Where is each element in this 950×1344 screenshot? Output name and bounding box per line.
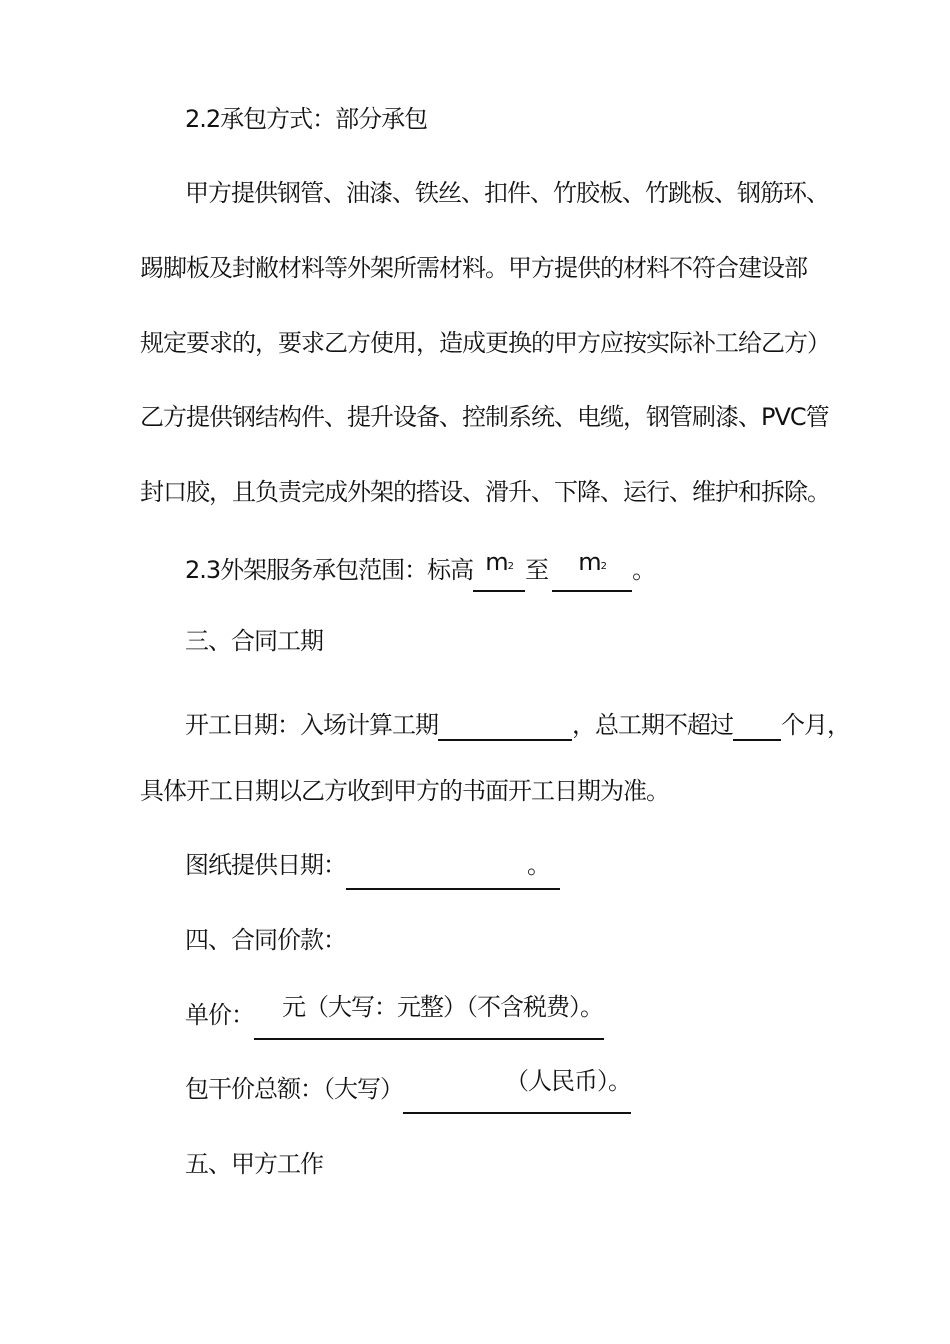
total-period-label: ，总工期不超过: [572, 711, 733, 739]
paragraph-line: 踢脚板及封敝材料等外架所需材料。甲方提供的材料不符合建设部: [140, 254, 807, 282]
months-blank: [733, 709, 781, 741]
section-2-3-scope: [185, 548, 656, 585]
unit-price-blank: 元（大写：元整）（不含税费）。: [254, 1008, 604, 1040]
paragraph-line: 规定要求的，要求乙方使用，造成更换的甲方应按实际补工给乙方）: [140, 329, 830, 357]
paragraph-line: 具体开工日期以乙方收到甲方的书面开工日期为准。: [140, 777, 669, 805]
unit-price-label: 单价：: [185, 1001, 254, 1029]
section-2-2-contract-mode: 2.2承包方式：部分承包: [185, 105, 428, 133]
paragraph-line: 封口胶，且负责完成外架的搭设、滑升、下降、运行、维护和拆除。: [140, 478, 830, 506]
drawing-date-line: [185, 850, 560, 882]
period-blank: [438, 709, 572, 741]
section-4-heading: 四、合同价款：: [185, 926, 346, 954]
elevation-to-blank: $m^2$: [552, 560, 632, 592]
paragraph-line: 乙方提供钢结构件、提升设备、控制系统、电缆，钢管刷漆、PVC管: [140, 403, 829, 431]
scope-to-label: 至: [525, 556, 549, 584]
elevation-from-blank: $m^2$: [473, 560, 525, 592]
paragraph-line: 甲方提供钢管、油漆、铁丝、扣件、竹胶板、竹跳板、钢筋环、: [185, 179, 829, 207]
section-5-heading: 五、甲方工作: [185, 1150, 323, 1178]
drawing-date-blank: 。: [346, 858, 560, 890]
section-3-heading: 三、合同工期: [185, 627, 323, 655]
scope-end: 。: [632, 556, 656, 584]
unit-price-line: [185, 993, 604, 1032]
scope-label: 2.3外架服务承包范围：标高: [185, 556, 474, 584]
lump-sum-blank: （人民币）。: [403, 1082, 631, 1114]
drawing-date-label: 图纸提供日期：: [185, 851, 346, 879]
lump-sum-line: [185, 1067, 631, 1106]
start-date-line: [185, 701, 850, 740]
start-date-label: 开工日期：入场计算工期: [185, 711, 438, 739]
months-label: 个月，: [781, 711, 850, 739]
lump-sum-label: 包干价总额：（大写）: [185, 1075, 403, 1103]
